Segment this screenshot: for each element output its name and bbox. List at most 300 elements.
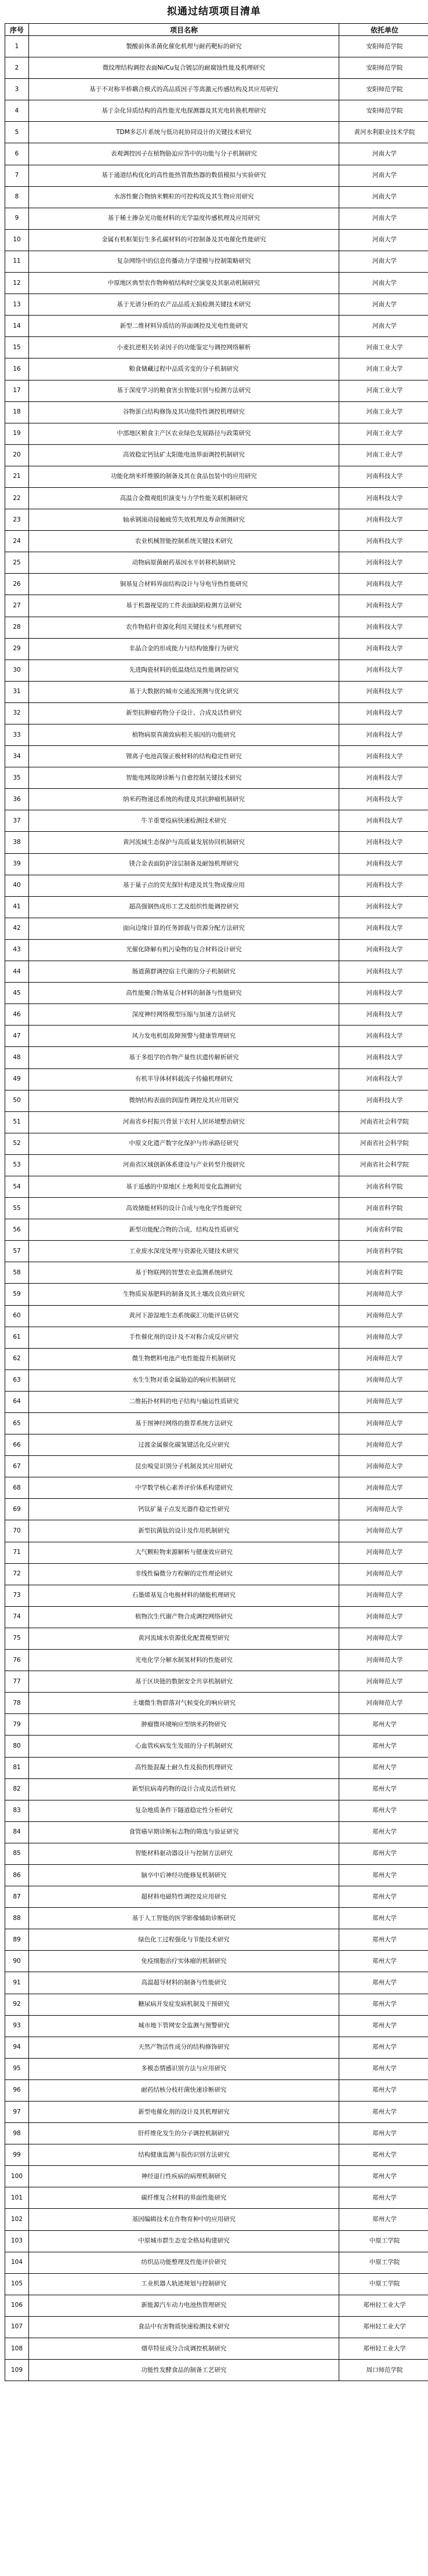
table-row [5,1908,428,1929]
row-project-name: 纳米药物递送系统的构建及其抗肿瘤机制研究 [29,789,339,810]
table-row [5,1757,428,1778]
table-row [5,122,428,143]
row-index: 28 [5,617,29,638]
row-index: 66 [5,1434,29,1456]
row-project-name: 复杂网络中的信息传播动力学建模与控制策略研究 [29,251,339,272]
row-project-name: 新型电催化剂的设计及其机理研究 [29,2102,339,2123]
row-project-name: 土壤微生物群落对气候变化的响应研究 [29,1693,339,1714]
row-index: 81 [5,1757,29,1778]
row-unit: 郑州大学 [339,2144,428,2166]
row-index: 83 [5,1800,29,1821]
table-row [5,1413,428,1434]
row-unit: 河南科技大学 [339,767,428,789]
table-row [5,337,428,358]
row-unit: 郑州大学 [339,1886,428,1908]
table-row [5,1628,428,1649]
row-project-name: 锂离子电池高镍正极材料的结构稳定性研究 [29,746,339,767]
row-index: 49 [5,1068,29,1090]
table-row [5,294,428,316]
row-project-name: 水生生物对重金属胁迫的响应机制研究 [29,1369,339,1391]
table-row [5,660,428,681]
row-index: 27 [5,595,29,617]
row-unit: 河南师范大学 [339,1305,428,1327]
row-project-name: 牛羊重要疫病快速检测技术研究 [29,810,339,832]
row-project-name: 城市地下管网安全监测与预警研究 [29,2015,339,2037]
row-project-name: 光电化学分解水制氢材料的性能研究 [29,1650,339,1671]
row-unit: 河南科技大学 [339,1068,428,1090]
table-row [5,767,428,789]
table-row [5,1886,428,1908]
row-unit: 河南科技大学 [339,983,428,1004]
row-unit: 安阳师范学院 [339,36,428,57]
row-index: 101 [5,2187,29,2209]
row-index: 95 [5,2058,29,2079]
row-project-name: 碳纤维复合材料的界面性能研究 [29,2187,339,2209]
row-project-name: 耐药结核分枝杆菌快速诊断研究 [29,2079,339,2101]
row-unit: 河南师范大学 [339,1563,428,1585]
row-index: 54 [5,1176,29,1197]
row-index: 46 [5,1004,29,1026]
table-row [5,1736,428,1757]
row-index: 71 [5,1542,29,1563]
row-unit: 河南师范大学 [339,1477,428,1499]
row-unit: 河南科技大学 [339,896,428,918]
row-project-name: 中原地区典型农作物种植结构时空演变及其驱动机制研究 [29,273,339,294]
row-project-name: 工业废水深度处理与资源化关键技术研究 [29,1241,339,1262]
row-index: 29 [5,638,29,660]
row-index: 11 [5,251,29,272]
row-unit: 郑州大学 [339,2102,428,2123]
table-row [5,1090,428,1111]
row-project-name: 非线性偏微分方程解的定性理论研究 [29,1563,339,1585]
row-project-name: 基于物联网的智慧农业监测系统研究 [29,1262,339,1284]
row-unit: 河南大学 [339,143,428,165]
row-index: 2 [5,57,29,79]
row-index: 109 [5,2360,29,2381]
table-row [5,1650,428,1671]
row-unit: 郑州大学 [339,1714,428,1736]
row-project-name: 微纹理结构调控表面Ni/Cu复合镀层的耐腐蚀性能及机理研究 [29,57,339,79]
table-row [5,2123,428,2144]
row-index: 63 [5,1369,29,1391]
row-unit: 河南大学 [339,316,428,337]
row-index: 31 [5,681,29,702]
row-index: 61 [5,1327,29,1348]
row-index: 25 [5,552,29,574]
row-unit: 郑州大学 [339,2209,428,2230]
row-project-name: 新型二维材料异质结的界面调控及光电性能研究 [29,316,339,337]
row-index: 33 [5,724,29,746]
row-unit: 郑州大学 [339,1972,428,1994]
row-project-name: 食品中有害物质快速检测技术研究 [29,2316,339,2338]
row-index: 52 [5,1133,29,1154]
row-index: 43 [5,939,29,961]
table-row [5,1994,428,2015]
row-index: 40 [5,875,29,896]
row-project-name: 水溶性聚合物纳米颗粒的可控构筑及其生物应用研究 [29,186,339,208]
row-project-name: 基因编辑技术在作物育种中的应用研究 [29,2209,339,2230]
row-project-name: 高温超导材料的制备与性能研究 [29,1972,339,1994]
row-project-name: 谷物蛋白结构修饰及其功能特性调控机理研究 [29,401,339,423]
row-unit: 河南工业大学 [339,358,428,380]
table-body [5,36,428,2381]
row-index: 67 [5,1456,29,1477]
project-table [5,23,428,2381]
row-project-name: 基于光谱分析的农产品品质无损检测关键技术研究 [29,294,339,316]
row-unit: 河南师范大学 [339,1369,428,1391]
row-unit: 河南科技大学 [339,552,428,574]
row-project-name: 面向边缘计算的任务卸载与资源分配方法研究 [29,918,339,939]
table-row [5,1778,428,1800]
row-index: 14 [5,316,29,337]
row-unit: 河南省社会科学院 [339,1154,428,1176]
row-unit: 郑州大学 [339,1736,428,1757]
table-row [5,789,428,810]
row-project-name: 镁合金表面防护涂层制备及耐蚀机理研究 [29,853,339,875]
row-index: 57 [5,1241,29,1262]
row-index: 62 [5,1348,29,1369]
row-project-name: 纺织品功能整理及性能评价研究 [29,2252,339,2273]
table-row [5,552,428,574]
table-row [5,2230,428,2252]
row-unit: 河南师范大学 [339,1348,428,1369]
table-row [5,2102,428,2123]
row-unit: 河南科技大学 [339,509,428,531]
row-unit: 郑州大学 [339,1929,428,1951]
row-unit: 周口师范学院 [339,2360,428,2381]
row-index: 86 [5,1864,29,1886]
row-index: 38 [5,832,29,853]
row-project-name: 小麦抗逆相关转录因子的功能鉴定与调控网络解析 [29,337,339,358]
row-index: 68 [5,1477,29,1499]
table-row [5,2144,428,2166]
row-index: 4 [5,100,29,122]
row-project-name: 基于人工智能的医学影像辅助诊断研究 [29,1908,339,1929]
row-index: 98 [5,2123,29,2144]
row-unit: 安阳师范学院 [339,79,428,100]
row-index: 65 [5,1413,29,1434]
row-unit: 河南科技大学 [339,939,428,961]
header-unit: 依托单位 [339,24,428,36]
table-row [5,2079,428,2101]
row-unit: 河南大学 [339,208,428,229]
table-row [5,2360,428,2381]
row-index: 35 [5,767,29,789]
row-index: 56 [5,1219,29,1241]
row-project-name: 高温合金微观组织演变与力学性能关联机制研究 [29,487,339,509]
table-row [5,1219,428,1241]
row-index: 89 [5,1929,29,1951]
row-unit: 河南省社会科学院 [339,1111,428,1133]
row-unit: 郑州大学 [339,2079,428,2101]
row-project-name: 石墨烯基复合电极材料的储能机理研究 [29,1585,339,1606]
table-row [5,1026,428,1047]
row-index: 18 [5,401,29,423]
row-project-name: 功能性发酵食品的制备工艺研究 [29,2360,339,2381]
row-index: 42 [5,918,29,939]
row-unit: 河南科技大学 [339,487,428,509]
row-index: 12 [5,273,29,294]
row-index: 92 [5,1994,29,2015]
row-index: 58 [5,1262,29,1284]
row-index: 104 [5,2252,29,2273]
table-row [5,143,428,165]
row-index: 74 [5,1606,29,1628]
row-unit: 河南科技大学 [339,702,428,724]
row-project-name: 河南省区域创新体系建设与产业转型升级研究 [29,1154,339,1176]
row-unit: 河南师范大学 [339,1520,428,1542]
table-row [5,466,428,487]
row-unit: 河南大学 [339,186,428,208]
row-unit: 河南科技大学 [339,853,428,875]
row-project-name: 河南省乡村振兴背景下农村人居环境整治研究 [29,1111,339,1133]
row-project-name: 大气颗粒物来源解析与健康效应研究 [29,1542,339,1563]
row-index: 51 [5,1111,29,1133]
row-index: 84 [5,1821,29,1843]
table-row [5,444,428,466]
row-index: 44 [5,961,29,983]
table-row [5,1284,428,1305]
row-unit: 河南科技大学 [339,466,428,487]
row-project-name: 基于深度学习的粮食害虫智能识别与检测方法研究 [29,380,339,401]
row-unit: 河南科技大学 [339,724,428,746]
row-index: 107 [5,2316,29,2338]
row-unit: 郑州大学 [339,2123,428,2144]
row-unit: 河南师范大学 [339,1650,428,1671]
table-row [5,2209,428,2230]
row-project-name: 黄河流域生态保护与高质量发展协同机制研究 [29,832,339,853]
row-unit: 河南省科学院 [339,1219,428,1241]
table-row [5,1154,428,1176]
row-unit: 河南大学 [339,165,428,186]
row-index: 105 [5,2273,29,2295]
row-index: 24 [5,531,29,552]
row-project-name: 肠道菌群调控宿主代谢的分子机制研究 [29,961,339,983]
row-project-name: 农业机械智能控制系统关键技术研究 [29,531,339,552]
row-project-name: 基于大数据的城市交通流预测与优化研究 [29,681,339,702]
table-row [5,2252,428,2273]
row-unit: 河南科技大学 [339,595,428,617]
row-project-name: 基于多组学的作物产量性状遗传解析研究 [29,1047,339,1068]
row-index: 108 [5,2338,29,2360]
table-row [5,896,428,918]
row-project-name: 农作物秸秆资源化利用关键技术与机理研究 [29,617,339,638]
row-project-name: 基于图神经网络的推荐系统方法研究 [29,1413,339,1434]
row-unit: 河南工业大学 [339,423,428,444]
row-index: 39 [5,853,29,875]
row-project-name: 工业机器人轨迹规划与控制研究 [29,2273,339,2295]
row-unit: 河南科技大学 [339,681,428,702]
row-index: 69 [5,1499,29,1520]
row-unit: 河南科技大学 [339,918,428,939]
table-row [5,401,428,423]
row-index: 41 [5,896,29,918]
row-unit: 郑州大学 [339,1800,428,1821]
row-unit: 河南科技大学 [339,875,428,896]
row-project-name: 基于杂化异质结构的高性能光电探测器及其光电转换机理研究 [29,100,339,122]
row-unit: 河南师范大学 [339,1413,428,1434]
row-project-name: 高性能混凝土耐久性及损伤机理研究 [29,1757,339,1778]
row-project-name: 风力发电机组故障预警与健康管理研究 [29,1026,339,1047]
row-unit: 郑州大学 [339,2015,428,2037]
row-index: 73 [5,1585,29,1606]
row-unit: 河南师范大学 [339,1542,428,1563]
table-row [5,229,428,251]
table-row [5,273,428,294]
table-row [5,1327,428,1348]
header-project-name: 项目名称 [29,24,339,36]
row-project-name: 铜基复合材料界面结构设计与导电导热性能研究 [29,574,339,595]
row-index: 77 [5,1671,29,1693]
table-row [5,1520,428,1542]
row-unit: 河南工业大学 [339,444,428,466]
row-unit: 河南工业大学 [339,337,428,358]
table-row [5,702,428,724]
table-row [5,853,428,875]
row-unit: 河南师范大学 [339,1284,428,1305]
row-project-name: 基于遥感的中原地区土地利用变化监测研究 [29,1176,339,1197]
row-project-name: 新型功能配合物的合成、结构及性质研究 [29,1219,339,1241]
row-unit: 河南省社会科学院 [339,1133,428,1154]
table-row [5,186,428,208]
table-row [5,1456,428,1477]
row-project-name: 高效稳定钙钛矿太阳能电池界面调控机制研究 [29,444,339,466]
row-index: 9 [5,208,29,229]
row-project-name: 超高强钢热成形工艺及组织性能调控研究 [29,896,339,918]
row-index: 87 [5,1886,29,1908]
row-unit: 河南师范大学 [339,1585,428,1606]
row-project-name: 黄河下游湿地生态系统碳汇功能评估研究 [29,1305,339,1327]
row-index: 36 [5,789,29,810]
row-unit: 河南大学 [339,229,428,251]
row-index: 23 [5,509,29,531]
row-index: 21 [5,466,29,487]
row-unit: 郑州大学 [339,2058,428,2079]
table-row [5,1348,428,1369]
row-index: 76 [5,1650,29,1671]
table-row [5,1176,428,1197]
table-row [5,2037,428,2058]
table-row [5,681,428,702]
row-project-name: 过渡金属催化碳氢键活化反应研究 [29,1434,339,1456]
table-row [5,509,428,531]
row-project-name: 智能电网故障诊断与自愈控制关键技术研究 [29,767,339,789]
row-unit: 河南科技大学 [339,638,428,660]
row-project-name: 有机半导体材料载流子传输机理研究 [29,1068,339,1090]
row-project-name: 手性催化剂的设计及不对称合成反应研究 [29,1327,339,1348]
table-row [5,961,428,983]
row-project-name: 绿色化工过程强化与节能技术研究 [29,1929,339,1951]
row-index: 59 [5,1284,29,1305]
row-project-name: 新能源汽车动力电池热管理研究 [29,2295,339,2316]
row-unit: 郑州大学 [339,2037,428,2058]
table-row [5,358,428,380]
row-unit: 河南师范大学 [339,1693,428,1714]
row-project-name: 复杂地质条件下隧道稳定性分析研究 [29,1800,339,1821]
table-row [5,1563,428,1585]
row-unit: 郑州大学 [339,1843,428,1864]
table-row [5,832,428,853]
row-index: 78 [5,1693,29,1714]
row-project-name: 肝纤维化发生的分子调控机制研究 [29,2123,339,2144]
table-row [5,1369,428,1391]
table-row [5,2338,428,2360]
row-project-name: 表观调控因子在植物胁迫应答中的功能与分子机制研究 [29,143,339,165]
table-row [5,2166,428,2187]
row-index: 37 [5,810,29,832]
table-row [5,1929,428,1951]
row-index: 53 [5,1154,29,1176]
table-row [5,574,428,595]
row-project-name: 结构健康监测与损伤识别方法研究 [29,2144,339,2166]
row-index: 93 [5,2015,29,2037]
row-project-name: 非晶合金的形成能力与结构弛豫行为研究 [29,638,339,660]
row-unit: 郑州大学 [339,1821,428,1843]
table-row [5,617,428,638]
row-unit: 安阳师范学院 [339,100,428,122]
row-unit: 河南科技大学 [339,746,428,767]
table-row [5,251,428,272]
row-project-name: 免疫细胞治疗实体瘤的机制研究 [29,1951,339,1972]
row-project-name: 二维拓扑材料的电子结构与输运性质研究 [29,1391,339,1412]
table-row [5,2187,428,2209]
row-project-name: 食管癌早期诊断标志物的筛选与验证研究 [29,1821,339,1843]
row-unit: 河南科技大学 [339,574,428,595]
row-project-name: 钙钛矿量子点发光器件稳定性研究 [29,1499,339,1520]
row-project-name: 中原文化遗产数字化保护与传承路径研究 [29,1133,339,1154]
table-row [5,208,428,229]
row-index: 82 [5,1778,29,1800]
row-index: 72 [5,1563,29,1585]
row-index: 47 [5,1026,29,1047]
row-index: 70 [5,1520,29,1542]
row-unit: 河南科技大学 [339,1047,428,1068]
row-index: 91 [5,1972,29,1994]
row-unit: 郑州轻工业大学 [339,2316,428,2338]
row-unit: 河南科技大学 [339,531,428,552]
row-index: 48 [5,1047,29,1068]
table-row [5,2316,428,2338]
row-index: 102 [5,2209,29,2230]
row-unit: 郑州大学 [339,2166,428,2187]
table-row [5,2295,428,2316]
row-project-name: 动物病原菌耐药基因水平转移机制研究 [29,552,339,574]
table-row [5,875,428,896]
row-unit: 河南师范大学 [339,1391,428,1412]
row-index: 13 [5,294,29,316]
row-index: 90 [5,1951,29,1972]
table-row [5,746,428,767]
table-row [5,2015,428,2037]
row-project-name: 新型抗肿瘤药物分子设计、合成及活性研究 [29,702,339,724]
row-project-name: 肿瘤微环境响应型纳米药物研究 [29,1714,339,1736]
row-unit: 郑州大学 [339,1864,428,1886]
table-row [5,1391,428,1412]
row-project-name: 脑卒中后神经功能修复机制研究 [29,1864,339,1886]
row-unit: 郑州大学 [339,2187,428,2209]
table-row [5,1693,428,1714]
row-project-name: 粮食储藏过程中品质劣变的分子机制研究 [29,358,339,380]
table-row [5,1477,428,1499]
row-unit: 河南师范大学 [339,1671,428,1693]
table-row [5,1305,428,1327]
header-index: 序号 [5,24,29,36]
row-unit: 郑州大学 [339,1757,428,1778]
row-index: 60 [5,1305,29,1327]
table-row [5,316,428,337]
row-project-name: 植物次生代谢产物合成调控网络研究 [29,1606,339,1628]
row-unit: 河南科技大学 [339,961,428,983]
